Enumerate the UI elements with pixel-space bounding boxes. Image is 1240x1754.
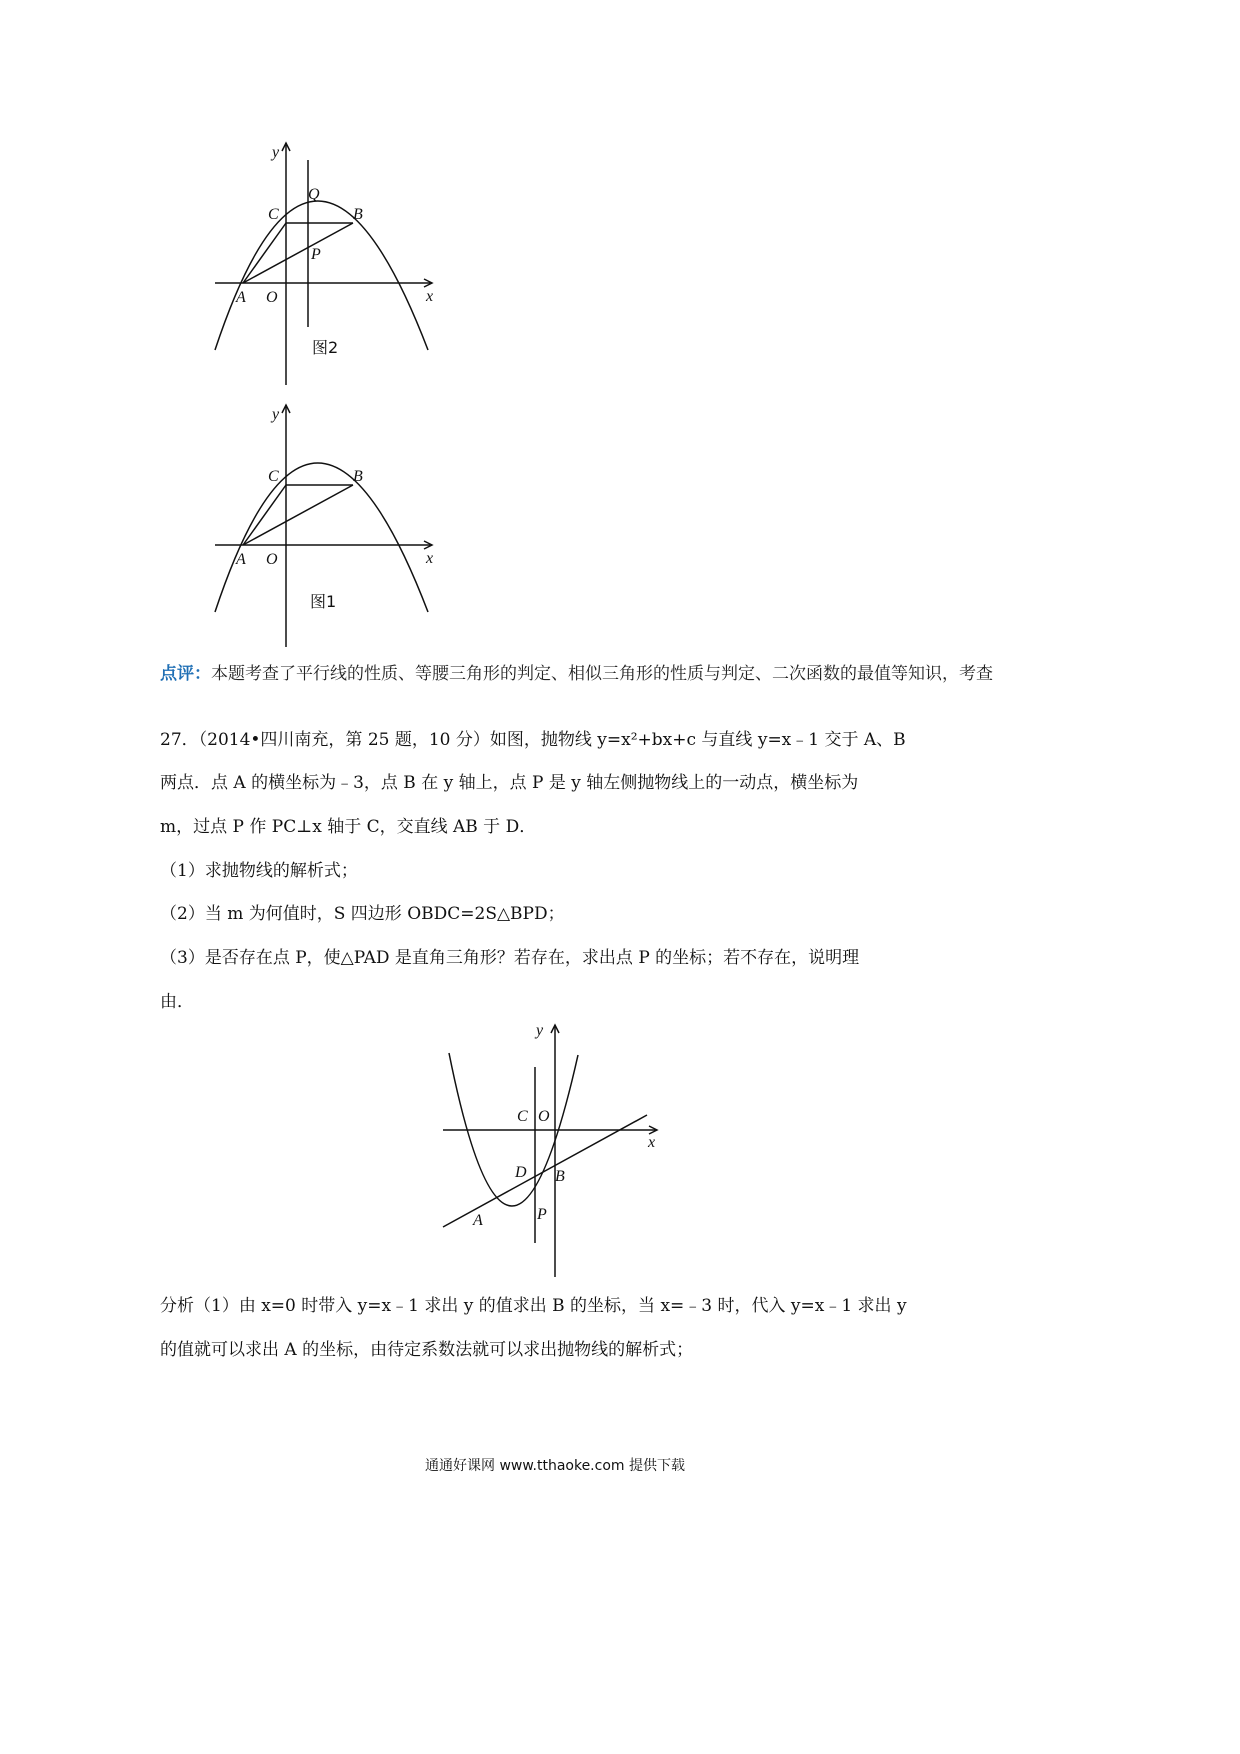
problem-line-1: 27．（2014•四川南充，第 25 题，10 分）如图，抛物线 y=x²+bx+c 与直线 y=x﹣1 交于 A、B	[160, 730, 906, 750]
comment-tag: 点评：	[160, 664, 211, 684]
figure-1	[200, 397, 460, 652]
label-c: C	[268, 206, 279, 223]
figure-2	[200, 135, 460, 390]
label-o: O	[538, 1108, 550, 1125]
segment-ab	[243, 485, 353, 545]
label-p: P	[537, 1206, 547, 1223]
question-1: （1）求抛物线的解析式；	[160, 861, 358, 881]
label-x: x	[426, 550, 434, 567]
figure-3-graph	[435, 1015, 675, 1285]
label-q: Q	[308, 186, 320, 203]
label-c: C	[517, 1108, 528, 1125]
label-y: y	[272, 406, 280, 423]
analysis-line-2: 的值就可以求出 A 的坐标，由待定系数法就可以求出抛物线的解析式；	[160, 1340, 694, 1360]
label-o: O	[266, 551, 278, 568]
figure-3	[435, 1015, 675, 1285]
label-a: A	[236, 551, 246, 568]
figure-2-graph	[200, 135, 460, 390]
label-y: y	[272, 144, 280, 161]
label-y: y	[536, 1022, 544, 1039]
footer: 通通好课网 www.tthaoke.com 提供下载	[425, 1458, 685, 1474]
label-x: x	[426, 288, 434, 305]
label-a: A	[473, 1212, 483, 1229]
figure-1-graph	[200, 397, 460, 652]
label-a: A	[236, 289, 246, 306]
segment-ac	[243, 485, 286, 545]
label-o: O	[266, 289, 278, 306]
figure-2-caption: 图2	[312, 338, 339, 357]
label-p: P	[311, 246, 321, 263]
label-b: B	[353, 206, 363, 223]
label-d: D	[515, 1164, 527, 1181]
problem-line-3: m，过点 P 作 PC⊥x 轴于 C，交直线 AB 于 D．	[160, 817, 537, 837]
segment-ab	[243, 223, 353, 283]
label-b: B	[353, 468, 363, 485]
question-3-cont: 由．	[160, 992, 194, 1012]
question-2: （2）当 m 为何值时，S 四边形 OBDC=2S△BPD；	[160, 904, 565, 924]
comment-text: 本题考查了平行线的性质、等腰三角形的判定、相似三角形的性质与判定、二次函数的最值等知识，考查	[211, 664, 993, 684]
label-x: x	[648, 1134, 656, 1151]
question-3: （3）是否存在点 P，使△PAD 是直角三角形？若存在，求出点 P 的坐标；若不存在，说明理	[160, 948, 860, 968]
figure-1-caption: 图1	[310, 592, 337, 611]
analysis-line-1: 分析（1）由 x=0 时带入 y=x﹣1 求出 y 的值求出 B 的坐标，当 x=﹣3 时，代入 y=x﹣1 求出 y	[160, 1296, 907, 1316]
problem-line-2: 两点．点 A 的横坐标为﹣3，点 B 在 y 轴上，点 P 是 y 轴左侧抛物线上的一动点，横坐标为	[160, 773, 859, 793]
comment	[160, 662, 1110, 686]
label-b: B	[555, 1168, 565, 1185]
label-c: C	[268, 468, 279, 485]
segment-ac	[243, 223, 286, 283]
